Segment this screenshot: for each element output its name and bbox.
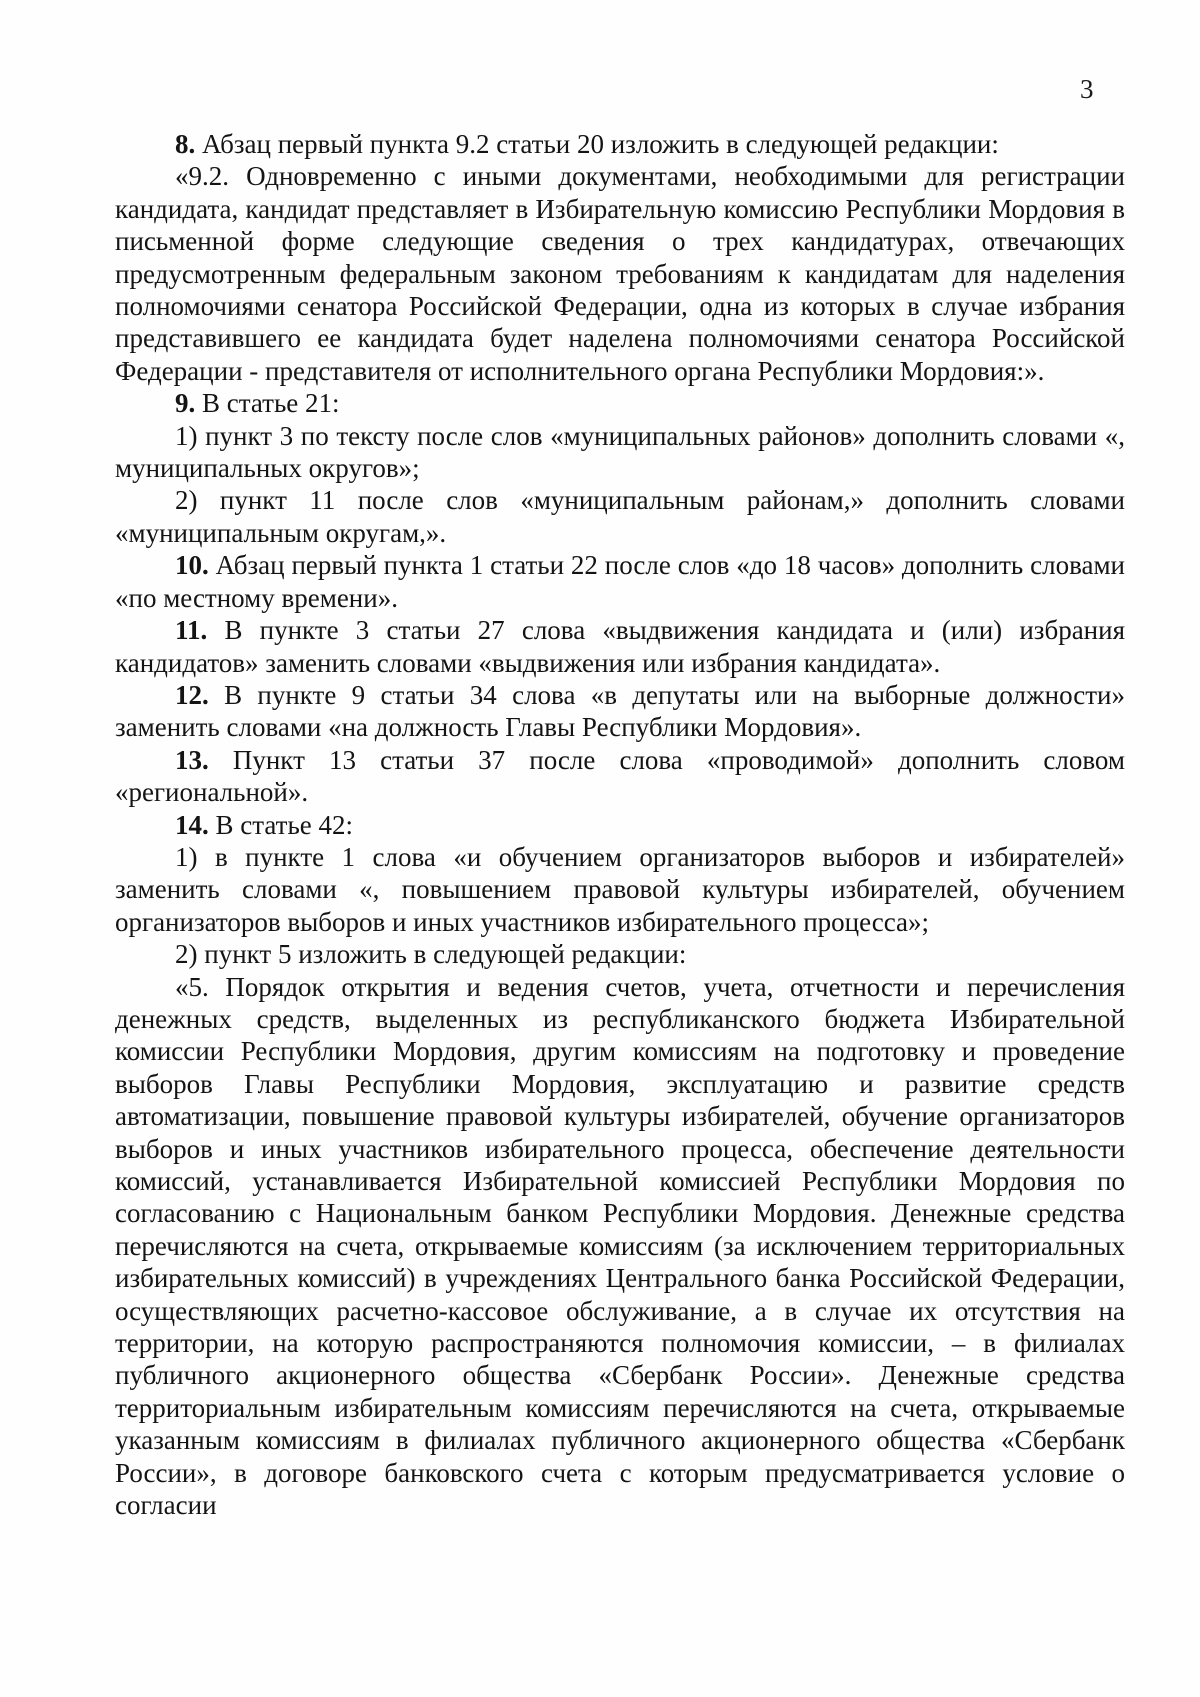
paragraph-13: [115, 744, 1125, 809]
paragraph-14: [115, 809, 1125, 841]
page-number: 3: [1080, 74, 1094, 104]
paragraph-9: [115, 387, 1125, 419]
item-number: 8.: [175, 129, 196, 159]
paragraph-11: [115, 614, 1125, 679]
paragraph-text: В пункте 9 статьи 34 слова «в депутаты или на выборные должности» заменить словами «на должность Главы Республики Мордовия».: [115, 679, 1125, 743]
item-number: 9.: [175, 388, 196, 419]
paragraph-text: Абзац первый пункта 1 статьи 22 после слов «до 18 часов» дополнить словами «по местному времени».: [115, 550, 1125, 613]
paragraph-text: «5. Порядок открытия и ведения счетов, учета, отчетности и перечисления денежных средств, выделенных из республиканского бюджета Избирательной комиссии Республики Мордовия, другим комиссиям на подготовку и проведение выборов Главы Республики Мордовия, эксплуатацию и развитие средств автоматизации, повышение правовой культуры избирателей, обучение организаторов выборов и иных участников избирательного процесса, обеспечение деятельности комиссий, устанавливается Избирательной комиссией Республики Мордовия по согласованию с Национальным банком Республики Мордовия. Денежные средства перечисляются на счета, открываемые комиссиям (за исключением территориальных избирательных комиссий) в учреждениях Центрального банка Российской Федерации, осуществляющих расчетно-кассовое обслуживание, а в случае их отсутствия на территории, на которую распространяются полномочия комиссии, – в филиалах публичного акционерного общества «Сбербанк России». Денежные средства территориальным избирательным комиссиям перечисляются на счета, открываемые указанным комиссиям в филиалах публичного акционерного общества «Сбербанк России», в договоре банковского счета с которым предусматривается условие о согласии: [115, 971, 1125, 1521]
paragraph-text: 2) пункт 5 изложить в следующей редакции:: [175, 939, 687, 970]
paragraph-quote-9-2: [115, 160, 1125, 387]
paragraph-quote-5: [115, 971, 1125, 1522]
paragraph-text: В статье 42:: [208, 809, 354, 840]
paragraph-8: [115, 128, 1125, 160]
item-number: 12.: [175, 679, 209, 710]
paragraph-text: 1) пункт 3 по тексту после слов «муниципальных районов» дополнить словами «, муниципальных округов»;: [115, 420, 1125, 484]
paragraph-text: В статье 21:: [195, 388, 340, 419]
item-number: 13.: [175, 744, 209, 775]
document-body: [115, 128, 1125, 1521]
paragraph-12: [115, 679, 1125, 744]
subparagraph-9-2: [115, 484, 1125, 549]
subparagraph-14-2: [115, 938, 1125, 970]
paragraph-text: 1) в пункте 1 слова «и обучением организаторов выборов и избирателей» заменить словами «, повышением правовой культуры избирателей, обучением организаторов выборов и иных участников избирательного процесса»;: [115, 841, 1125, 937]
paragraph-text: Абзац первый пункта 9.2 статьи 20 изложить в следующей редакции:: [195, 129, 999, 159]
subparagraph-9-1: [115, 420, 1125, 485]
paragraph-text: В пункте 3 статьи 27 слова «выдвижения кандидата и (или) избрания кандидатов» заменить словами «выдвижения или избрания кандидата».: [115, 615, 1125, 678]
paragraph-text: «9.2. Одновременно с иными документами, необходимыми для регистрации кандидата, кандидат представляет в Избирательную комиссию Республики Мордовия в письменной форме следующие сведения о трех кандидатурах, отвечающих предусмотренным федеральным законом требованиям к кандидатам для наделения полномочиями сенатора Российской Федерации, одна из которых в случае избрания представившего ее кандидата будет наделена полномочиями сенатора Российской Федерации - представителя от исполнительного органа Республики Мордовия:».: [115, 161, 1125, 386]
paragraph-text: 2) пункт 11 после слов «муниципальным районам,» дополнить словами «муниципальным округам,».: [115, 485, 1125, 548]
item-number: 11.: [175, 615, 208, 646]
paragraph-text: Пункт 13 статьи 37 после слова «проводимой» дополнить словом «региональной».: [115, 744, 1125, 808]
subparagraph-14-1: [115, 841, 1125, 938]
item-number: 10.: [175, 550, 209, 581]
item-number: 14.: [175, 809, 209, 840]
paragraph-10: [115, 549, 1125, 614]
